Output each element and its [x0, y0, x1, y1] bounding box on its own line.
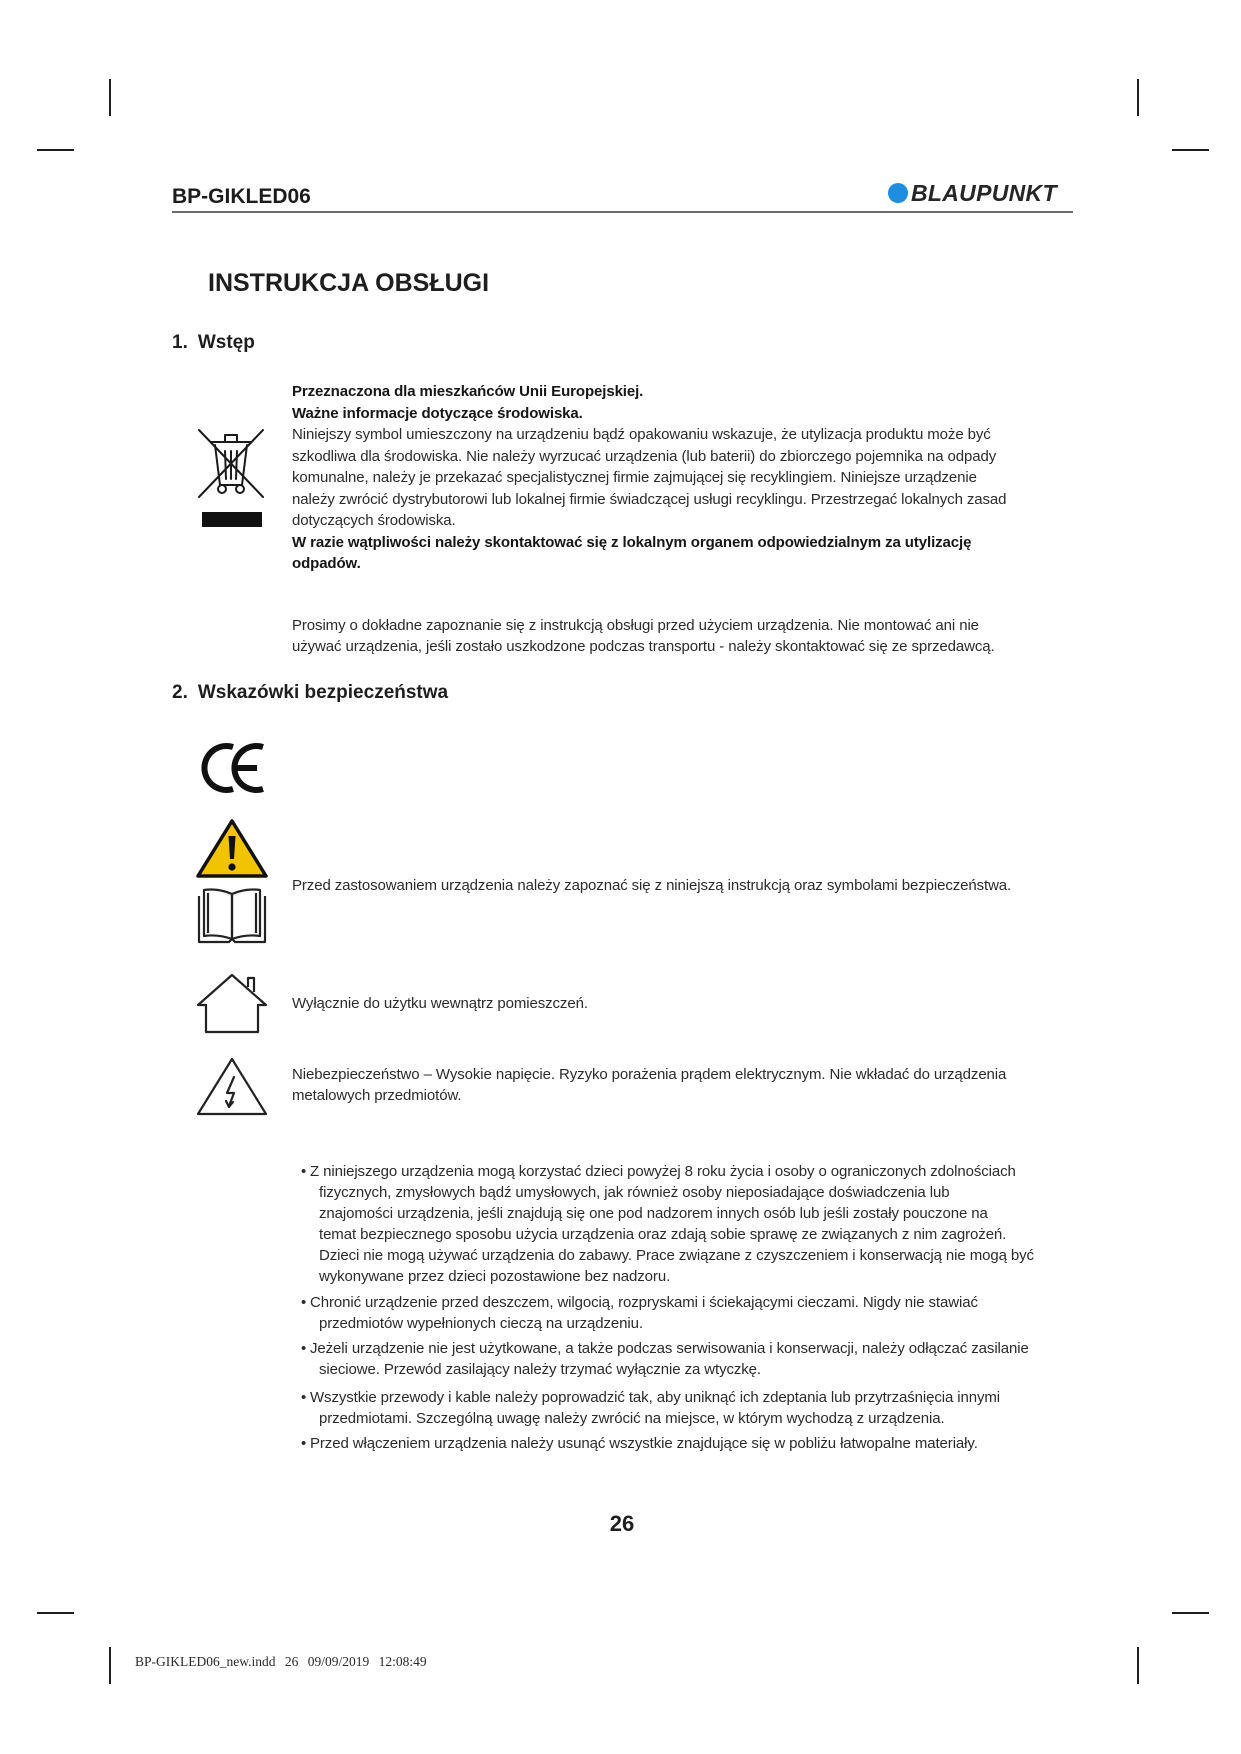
notice-body-line: dotyczących środowiska.	[292, 512, 456, 529]
intro-line: używać urządzenia, jeśli zostało uszkodzone podczas transportu - należy skontaktować się ze sprzedawcą.	[292, 637, 995, 655]
crop-mark-bottom-left-vertical	[109, 1647, 111, 1684]
section-number: 1.	[172, 332, 188, 353]
bullet-first-line	[301, 1161, 1034, 1182]
high-voltage-line: metalowych przedmiotów.	[292, 1086, 462, 1104]
open-book-icon	[196, 886, 268, 945]
safety-bullet-moisture	[301, 1292, 978, 1334]
crossed-out-wheelie-bin-icon	[195, 425, 267, 530]
bullet-first-line	[301, 1387, 1000, 1408]
crop-mark-top-right-horizontal	[1172, 149, 1209, 151]
section-title: Wskazówki bezpieczeństwa	[197, 682, 449, 703]
section-title: Wstęp	[197, 332, 255, 353]
crop-mark-top-left-horizontal	[37, 149, 74, 151]
bullet-marker: •	[301, 1435, 307, 1452]
bullet-text: fizycznych, zmysłowych bądź umysłowych, jak również osoby nieposiadające doświadczenia lub	[319, 1184, 950, 1201]
indoor-use-text	[292, 994, 588, 1014]
crop-mark-bottom-right-horizontal	[1172, 1612, 1209, 1614]
section-heading-safety	[172, 681, 448, 705]
bullet-marker: •	[301, 1163, 307, 1180]
environment-notice	[292, 381, 1006, 575]
bullet-text: przedmiotami. Szczególną uwagę należy zwrócić na miejsce, w którym wychodzą z urządzenia.	[319, 1410, 945, 1427]
warning-triangle-icon	[196, 817, 268, 879]
bullet-text: Z niniejszego urządzenia mogą korzystać dzieci powyżej 8 roku życia i osoby o ograniczonych zdolnościach	[310, 1163, 1016, 1180]
header-divider	[172, 211, 1073, 213]
read-manual-line: Przed zastosowaniem urządzenia należy zapoznać się z niniejszą instrukcją oraz symbolami bezpieczeństwa.	[292, 877, 1012, 894]
notice-body-line: należy zwrócić dystrybutorowi lub lokalnej firmie świadczącej usługi recyklingu. Przestrzegać lokalnych zasad	[292, 490, 1007, 508]
notice-body-line: szkodliwa dla środowiska. Nie należy wyrzucać urządzenia (lub baterii) do zbiorczego pojemnika na odpady	[292, 447, 997, 465]
bullet-first-line	[301, 1338, 1029, 1359]
section-heading-intro	[172, 331, 255, 355]
bullet-text: Dzieci nie mogą używać urządzenia do zabawy. Prace związane z czyszczeniem i konserwacją nie mogą być	[319, 1247, 1034, 1264]
intro-line: Prosimy o dokładne zapoznanie się z instrukcją obsługi przed użyciem urządzenia. Nie montować ani nie	[292, 617, 979, 634]
high-voltage-icon	[196, 1056, 268, 1117]
bullet-text: wykonywane przez dzieci pozostawione bez nadzoru.	[319, 1268, 671, 1285]
bullet-text: Wszystkie przewody i kable należy poprowadzić tak, aby uniknąć ich zdeptania lub przytrzaśnięcia innymi	[310, 1389, 1001, 1406]
page-title: INSTRUKCJA OBSŁUGI	[208, 269, 490, 297]
notice-body-line: Niniejszy symbol umieszczony na urządzeniu bądź opakowaniu wskazuje, że utylizacja produktu może być	[292, 426, 991, 443]
page-number: 26	[609, 1511, 635, 1536]
crop-mark-bottom-left-horizontal	[37, 1612, 74, 1614]
indoor-use-line: Wyłącznie do użytku wewnątrz pomieszczeń.	[292, 995, 588, 1012]
high-voltage-text	[292, 1065, 1006, 1106]
intro-paragraph	[292, 616, 995, 657]
bullet-text: Jeżeli urządzenie nie jest użytkowane, a także podczas serwisowania i konserwacji, należy odłączać zasilanie	[310, 1340, 1029, 1357]
bullet-text: temat bezpiecznego sposobu użycia urządzenia oraz zdają sobie sprawę ze związanych z nim zagrożeń.	[319, 1226, 1007, 1243]
crop-mark-top-left-vertical	[109, 79, 111, 116]
print-slug: BP-GIKLED06_new.indd 26 09/09/2019 12:08:49	[135, 1654, 427, 1669]
model-number: BP-GIKLED06	[172, 185, 311, 208]
crop-mark-top-right-vertical	[1137, 79, 1139, 116]
safety-bullet-cables	[301, 1387, 1000, 1429]
brand-logo: BLAUPUNKT	[911, 180, 1057, 206]
bullet-first-line	[301, 1292, 978, 1313]
house-icon	[196, 972, 268, 1035]
crop-mark-bottom-right-vertical	[1137, 1647, 1139, 1684]
bullet-text: sieciowe. Przewód zasilający należy trzymać wyłącznie za wtyczkę.	[319, 1361, 761, 1378]
safety-bullet-flammable	[301, 1433, 978, 1454]
bullet-text: Chronić urządzenie przed deszczem, wilgocią, rozpryskami i ściekającymi cieczami. Nigdy nie stawiać	[310, 1294, 978, 1311]
safety-bullet-power	[301, 1338, 1029, 1380]
notice-heading-line: Ważne informacje dotyczące środowiska.	[292, 404, 583, 422]
notice-warning-line: odpadów.	[292, 555, 361, 572]
bullet-marker: •	[301, 1294, 307, 1311]
bullet-text: Przed włączeniem urządzenia należy usunąć wszystkie znajdujące się w pobliżu łatwopalne materiały.	[310, 1435, 978, 1452]
bullet-text: przedmiotów wypełnionych cieczą na urządzeniu.	[319, 1315, 643, 1332]
bullet-marker: •	[301, 1340, 307, 1357]
bullet-text: znajomości urządzenia, jeśli znajdują się one pod nadzorem innych osób lub jeśli zostały pouczone na	[319, 1205, 988, 1222]
notice-heading-line: Przeznaczona dla mieszkańców Unii Europejskiej.	[292, 383, 644, 400]
read-manual-text	[292, 876, 1011, 896]
notice-warning-line: W razie wątpliwości należy skontaktować się z lokalnym organem odpowiedzialnym za utylizację	[292, 533, 972, 551]
ce-mark-icon	[199, 741, 267, 795]
safety-bullet-children	[301, 1161, 1034, 1287]
bullet-first-line	[301, 1433, 978, 1454]
bullet-marker: •	[301, 1389, 307, 1406]
section-number: 2.	[172, 682, 188, 703]
high-voltage-line: Niebezpieczeństwo – Wysokie napięcie. Ryzyko porażenia prądem elektrycznym. Nie wkładać do urządzenia	[292, 1066, 1007, 1083]
notice-body-line: komunalne, należy je przekazać specjalistycznej firmie zajmującej się recyklingiem. Niniejsze urządzenie	[292, 469, 977, 486]
brand-dot	[888, 183, 908, 203]
